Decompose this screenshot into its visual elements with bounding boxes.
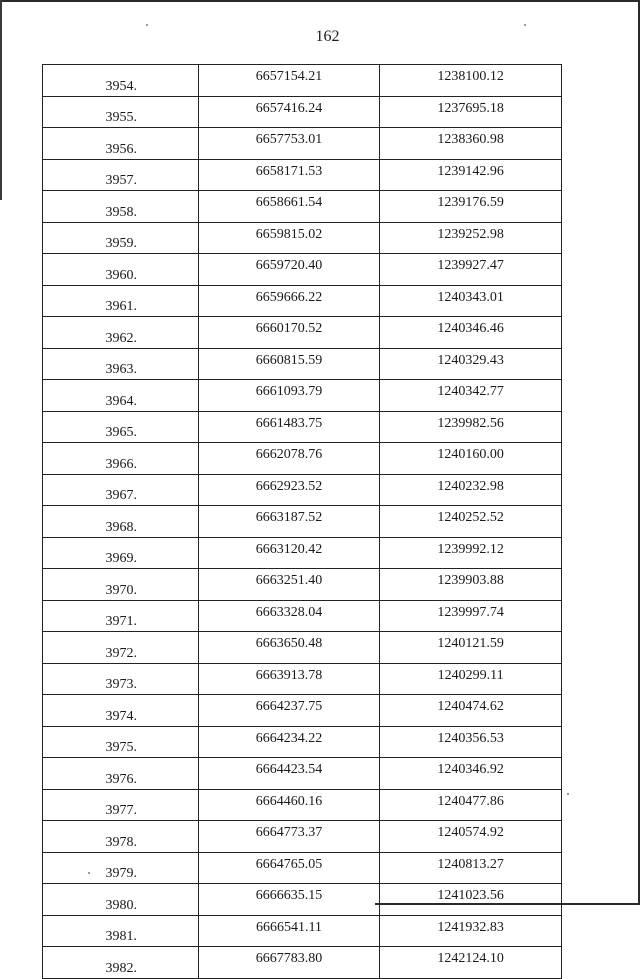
y-coordinate-cell: 1240346.46 [380,317,562,349]
table-row [43,191,562,223]
y-coordinate-cell: 1238100.12 [380,65,562,97]
table-row [43,821,562,853]
y-coordinate-cell: 1240160.00 [380,443,562,475]
y-coordinate-cell: 1240232.98 [380,474,562,506]
y-coordinate-cell: 1241023.56 [380,884,562,916]
point-number-cell: 3954. [43,65,199,97]
y-coordinate-cell: 1239903.88 [380,569,562,601]
table-row [43,285,562,317]
y-coordinate-cell: 1240346.92 [380,758,562,790]
table-row [43,884,562,916]
point-number-cell: 3955. [43,96,199,128]
table-row [43,159,562,191]
x-coordinate-cell: 6659815.02 [198,222,380,254]
y-coordinate-cell: 1239176.59 [380,191,562,223]
x-coordinate-cell: 6664773.37 [198,821,380,853]
table-row [43,506,562,538]
table-row [43,254,562,286]
point-number-cell: 3965. [43,411,199,443]
table-row [43,600,562,632]
table-row [43,317,562,349]
table-row [43,695,562,727]
table-row [43,348,562,380]
point-number-cell: 3974. [43,695,199,727]
y-coordinate-cell: 1240813.27 [380,852,562,884]
point-number-cell: 3972. [43,632,199,664]
x-coordinate-cell: 6664234.22 [198,726,380,758]
point-number-cell: 3979. [43,852,199,884]
point-number-cell: 3957. [43,159,199,191]
table-row [43,411,562,443]
x-coordinate-cell: 6661093.79 [198,380,380,412]
y-coordinate-cell: 1240299.11 [380,663,562,695]
table-row [43,663,562,695]
x-coordinate-cell: 6662078.76 [198,443,380,475]
y-coordinate-cell: 1239982.56 [380,411,562,443]
y-coordinate-cell: 1240329.43 [380,348,562,380]
x-coordinate-cell: 6663328.04 [198,600,380,632]
point-number-cell: 3959. [43,222,199,254]
point-number-cell: 3960. [43,254,199,286]
point-number-cell: 3966. [43,443,199,475]
x-coordinate-cell: 6666635.15 [198,884,380,916]
point-number-cell: 3982. [43,947,199,979]
scan-speck [524,24,526,26]
table-row [43,852,562,884]
point-number-cell: 3977. [43,789,199,821]
y-coordinate-cell: 1239142.96 [380,159,562,191]
x-coordinate-cell: 6664423.54 [198,758,380,790]
point-number-cell: 3976. [43,758,199,790]
x-coordinate-cell: 6659720.40 [198,254,380,286]
point-number-cell: 3963. [43,348,199,380]
x-coordinate-cell: 6664765.05 [198,852,380,884]
table-row [43,758,562,790]
x-coordinate-cell: 6659666.22 [198,285,380,317]
x-coordinate-cell: 6661483.75 [198,411,380,443]
point-number-cell: 3973. [43,663,199,695]
point-number-cell: 3964. [43,380,199,412]
point-number-cell: 3975. [43,726,199,758]
point-number-cell: 3971. [43,600,199,632]
y-coordinate-cell: 1240121.59 [380,632,562,664]
coordinate-table-body [43,65,562,979]
x-coordinate-cell: 6660170.52 [198,317,380,349]
x-coordinate-cell: 6662923.52 [198,474,380,506]
table-row [43,96,562,128]
table-row [43,726,562,758]
point-number-cell: 3978. [43,821,199,853]
y-coordinate-cell: 1241932.83 [380,915,562,947]
point-number-cell: 3961. [43,285,199,317]
scan-edge-top [0,0,640,2]
x-coordinate-cell: 6660815.59 [198,348,380,380]
x-coordinate-cell: 6664460.16 [198,789,380,821]
x-coordinate-cell: 6658171.53 [198,159,380,191]
y-coordinate-cell: 1240356.53 [380,726,562,758]
x-coordinate-cell: 6663187.52 [198,506,380,538]
table-row [43,632,562,664]
y-coordinate-cell: 1239252.98 [380,222,562,254]
y-coordinate-cell: 1237695.18 [380,96,562,128]
x-coordinate-cell: 6657753.01 [198,128,380,160]
y-coordinate-cell: 1238360.98 [380,128,562,160]
table-row [43,474,562,506]
table-row [43,65,562,97]
point-number-cell: 3967. [43,474,199,506]
y-coordinate-cell: 1239992.12 [380,537,562,569]
point-number-cell: 3970. [43,569,199,601]
x-coordinate-cell: 6667783.80 [198,947,380,979]
y-coordinate-cell: 1240574.92 [380,821,562,853]
point-number-cell: 3956. [43,128,199,160]
x-coordinate-cell: 6658661.54 [198,191,380,223]
table-row [43,128,562,160]
point-number-cell: 3962. [43,317,199,349]
table-row [43,789,562,821]
y-coordinate-cell: 1239997.74 [380,600,562,632]
table-row [43,915,562,947]
table-row [43,947,562,979]
point-number-cell: 3980. [43,884,199,916]
point-number-cell: 3981. [43,915,199,947]
coordinate-table [42,64,562,979]
scan-speck [567,793,569,795]
point-number-cell: 3958. [43,191,199,223]
x-coordinate-cell: 6663913.78 [198,663,380,695]
table-row [43,222,562,254]
y-coordinate-cell: 1240474.62 [380,695,562,727]
table-row [43,537,562,569]
table-row [43,380,562,412]
y-coordinate-cell: 1240343.01 [380,285,562,317]
x-coordinate-cell: 6664237.75 [198,695,380,727]
table-row [43,569,562,601]
x-coordinate-cell: 6666541.11 [198,915,380,947]
x-coordinate-cell: 6657154.21 [198,65,380,97]
y-coordinate-cell: 1240252.52 [380,506,562,538]
x-coordinate-cell: 6663251.40 [198,569,380,601]
page-number: 162 [315,28,340,45]
point-number-cell: 3969. [43,537,199,569]
y-coordinate-cell: 1239927.47 [380,254,562,286]
y-coordinate-cell: 1240477.86 [380,789,562,821]
table-row [43,443,562,475]
x-coordinate-cell: 6663120.42 [198,537,380,569]
scan-speck [146,24,148,26]
y-coordinate-cell: 1242124.10 [380,947,562,979]
y-coordinate-cell: 1240342.77 [380,380,562,412]
x-coordinate-cell: 6663650.48 [198,632,380,664]
point-number-cell: 3968. [43,506,199,538]
x-coordinate-cell: 6657416.24 [198,96,380,128]
